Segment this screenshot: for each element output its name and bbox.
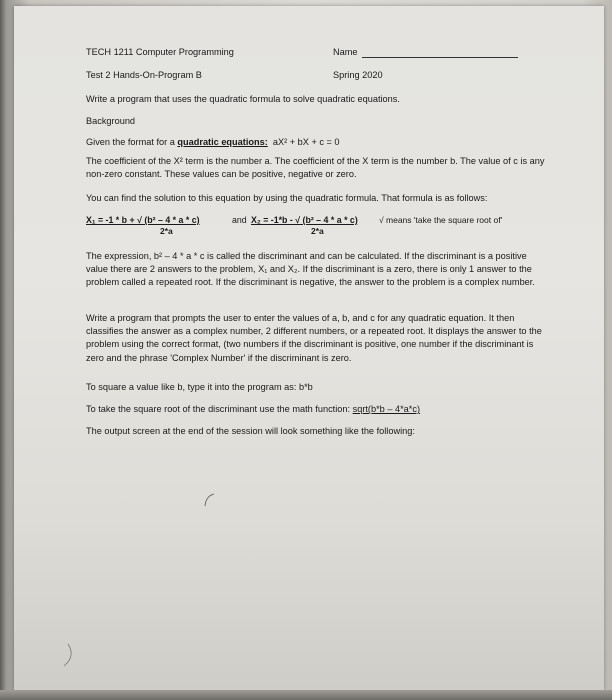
name-blank-line	[362, 57, 518, 58]
test-title: Test 2 Hands-On-Program B	[86, 70, 202, 80]
background-heading: Background	[86, 116, 136, 126]
term-label: Spring 2020	[333, 70, 383, 80]
formula-denominator-1: 2*a	[160, 226, 173, 236]
quadratic-link[interactable]: quadratic equations:	[177, 137, 268, 147]
coefficients-paragraph: The coefficient of the X² term is the number a. The coefficient of the X term is the number b. The value of c is any non-zero constant. These values can be positive, negative or zero.	[86, 156, 545, 180]
intro-text: Write a program that uses the quadratic formula to solve quadratic equations.	[86, 94, 400, 104]
root-note: √ means 'take the square root of'	[379, 215, 503, 225]
root-tip	[86, 403, 420, 415]
formula-and: and	[232, 215, 247, 225]
sqrt-function: sqrt(b*b – 4*a*c)	[352, 404, 421, 414]
solution-intro: You can find the solution to this equation by using the quadratic formula. That formula is as follows:	[86, 193, 488, 203]
root-tip-lead: To take the square root of the discriminant use the math function:	[86, 404, 351, 414]
desk-edge	[0, 690, 612, 700]
given-lead: Given the format for a	[86, 137, 175, 147]
pen-mark	[200, 490, 220, 510]
margin-scribble	[50, 640, 80, 670]
task-paragraph: Write a program that prompts the user to enter the values of a, b, and c for any quadratic equation. It then classifies the answer as a complex number, 2 different numbers, or a repeated root. It displays the answer to the problem using the correct format, (two numbers if the discriminant is positive, one number if the discriminant is zero and the phrase 'Complex Number' if the discriminant is zero.	[86, 313, 542, 363]
given-equation: aX² + bX + c = 0	[272, 137, 340, 147]
output-note: The output screen at the end of the session will look something like the following:	[86, 426, 415, 436]
formula-x2: X₂ = -1*b - √ (b² – 4 * a * c)	[251, 215, 358, 225]
discriminant-paragraph: The expression, b² – 4 * a * c is called the discriminant and can be calculated. If the discriminant is a positive value there are 2 answers to the problem, X₁ and X₂. If the discriminant is a zero, there is only 1 answer to the problem called a repeated root. If the discriminant is negative, the answer to the problem is a complex number.	[86, 251, 535, 288]
given-line	[86, 136, 340, 148]
name-label: Name	[333, 47, 358, 57]
formula-x1: X₁ = -1 * b + √ (b² – 4 * a * c)	[86, 215, 200, 225]
course-title: TECH 1211 Computer Programming	[86, 47, 234, 57]
formula-denominator-2: 2*a	[311, 226, 324, 236]
square-tip: To square a value like b, type it into the program as: b*b	[86, 382, 313, 392]
